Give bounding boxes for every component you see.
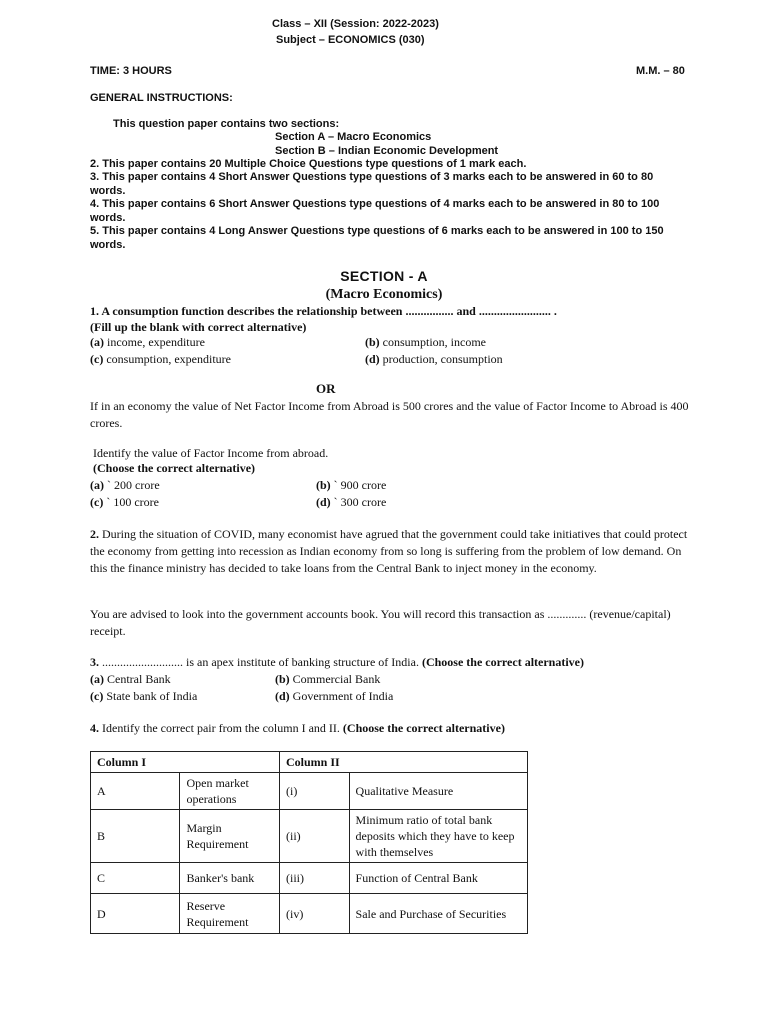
q4-text: 4. Identify the correct pair from the column I and II. (Choose the correct alternative) <box>90 721 505 735</box>
row-item: Reserve Requirement <box>180 894 280 934</box>
q1-alt-text: If in an economy the value of Net Factor Income from Abroad is 500 crores and the value of Factor Income to Abroad is 400 crores. <box>90 399 689 430</box>
instruction-item-3: 3. This paper contains 4 Short Answer Questions type questions of 3 marks each to be answered in 60 to 80 words. <box>90 171 654 197</box>
table-header-col2: Column II <box>280 752 528 773</box>
row-letter: D <box>91 894 180 934</box>
q1-option-c: (c) consumption, expenditure <box>90 352 231 366</box>
q3-option-a: (a) Central Bank <box>90 672 171 686</box>
q3-text: 3. ........................... is an apex institute of banking structure of India. (Choose the correct alternative) <box>90 655 584 669</box>
table-row <box>91 773 528 810</box>
q3-option-b: (b) Commercial Bank <box>275 672 381 686</box>
q3-option-c: (c) State bank of India <box>90 689 198 703</box>
row-letter: A <box>91 773 180 810</box>
instruction-section-b: Section B – Indian Economic Development <box>275 145 499 157</box>
class-line: Class – XII (Session: 2022-2023) <box>272 18 439 30</box>
q1-alt-option-a: (a) ` 200 crore <box>90 478 160 492</box>
q1-alt-instruction: (Choose the correct alternative) <box>93 461 256 475</box>
row-desc: Qualitative Measure <box>349 773 527 810</box>
row-desc: Function of Central Bank <box>349 863 527 894</box>
q1-instruction: (Fill up the blank with correct alternative) <box>90 320 307 334</box>
q3-option-d: (d) Government of India <box>275 689 394 703</box>
instruction-item-2: 2. This paper contains 20 Multiple Choice Questions type questions of 1 mark each. <box>90 158 527 170</box>
q1-question: A consumption function describes the relationship between ................ and ........................ . <box>101 304 557 318</box>
instruction-intro: This question paper contains two sections: <box>113 118 340 130</box>
q1-option-b: (b) consumption, income <box>365 335 486 349</box>
time-label: TIME: 3 HOURS <box>90 65 172 77</box>
q1-alt-option-c: (c) ` 100 crore <box>90 495 159 509</box>
row-item: Margin Requirement <box>180 810 280 863</box>
or-separator: OR <box>316 381 336 396</box>
instruction-item-5: 5. This paper contains 4 Long Answer Questions type questions of 6 marks each to be answered in 100 to 150 words. <box>90 225 664 251</box>
row-item: Open market operations <box>180 773 280 810</box>
q2-text: 2. During the situation of COVID, many economist have agrued that the government could take initiatives that could protect the economy from getting into recession as Indian economy from so long is suffering from the problem of low demand. On this the finance ministry has decided to take loans from the Central Bank to inject money in the economy. <box>90 527 688 575</box>
section-title: SECTION - A <box>340 268 428 284</box>
table-header-col1: Column I <box>91 752 280 773</box>
q1-alt-option-b: (b) ` 900 crore <box>316 478 387 492</box>
section-subtitle: (Macro Economics) <box>325 287 443 302</box>
row-desc: Minimum ratio of total bank deposits which they have to keep with themselves <box>349 810 527 863</box>
q2-followup: You are advised to look into the government accounts book. You will record this transaction as ............. (revenue/capital) receipt. <box>90 607 671 638</box>
max-marks-label: M.M. – 80 <box>636 65 685 77</box>
q1-alt-option-d: (d) ` 300 crore <box>316 495 387 509</box>
table-row <box>91 894 528 934</box>
row-numeral: (iv) <box>280 894 350 934</box>
row-item: Banker's bank <box>180 863 280 894</box>
q1-option-d: (d) production, consumption <box>365 352 503 366</box>
q1-alt-identify: Identify the value of Factor Income from abroad. <box>93 446 329 460</box>
q1-option-a: (a) income, expenditure <box>90 335 205 349</box>
column-match-table <box>90 751 528 934</box>
q1-number: 1. <box>90 304 99 318</box>
row-letter: C <box>91 863 180 894</box>
table-row <box>91 810 528 863</box>
q1-text <box>90 304 557 319</box>
instruction-item-4: 4. This paper contains 6 Short Answer Questions type questions of 4 marks each to be answered in 80 to 100 words. <box>90 198 660 224</box>
row-numeral: (iii) <box>280 863 350 894</box>
row-numeral: (i) <box>280 773 350 810</box>
row-numeral: (ii) <box>280 810 350 863</box>
row-letter: B <box>91 810 180 863</box>
general-instructions-heading: GENERAL INSTRUCTIONS: <box>90 92 233 104</box>
row-desc: Sale and Purchase of Securities <box>349 894 527 934</box>
instruction-section-a: Section A – Macro Economics <box>275 131 432 143</box>
table-row <box>91 863 528 894</box>
table-header-row <box>91 752 528 773</box>
subject-line: Subject – ECONOMICS (030) <box>276 34 425 46</box>
